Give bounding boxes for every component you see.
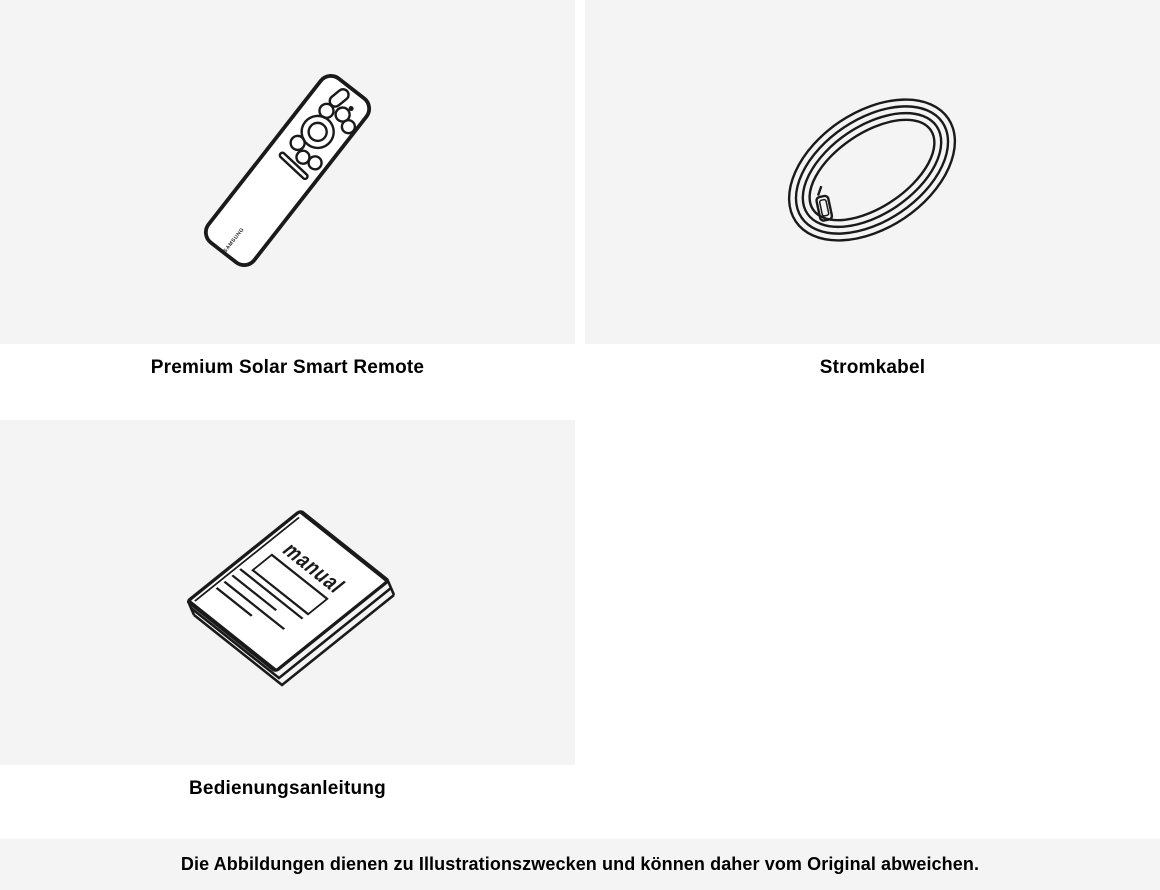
remote-body	[201, 71, 375, 271]
accessory-tile-cable	[585, 0, 1160, 344]
accessory-tile-manual	[0, 420, 575, 765]
accessory-label-manual: Bedienungsanleitung	[189, 778, 386, 799]
disclaimer-bar	[0, 839, 1160, 890]
accessory-tile-remote	[0, 0, 575, 344]
accessory-label-remote: Premium Solar Smart Remote	[150, 357, 425, 378]
cable-coil	[770, 75, 980, 270]
power-cable-icon	[770, 75, 980, 275]
disclaimer-text: Die Abbildungen dienen zu Illustrationszwecken und können daher vom Original abweichen.	[180, 854, 980, 874]
cable-loop	[773, 80, 971, 260]
cover-outline	[188, 511, 388, 671]
manual-group	[188, 511, 394, 685]
samsung-wordmark: SAMSUNG	[222, 226, 246, 255]
remote-group	[201, 71, 375, 271]
manual-cover	[188, 511, 388, 671]
user-manual-icon	[175, 495, 405, 695]
accessory-label-cable: Stromkabel	[819, 357, 926, 378]
remote-control-icon	[180, 60, 400, 280]
manual-cover-title: manual	[276, 538, 351, 598]
